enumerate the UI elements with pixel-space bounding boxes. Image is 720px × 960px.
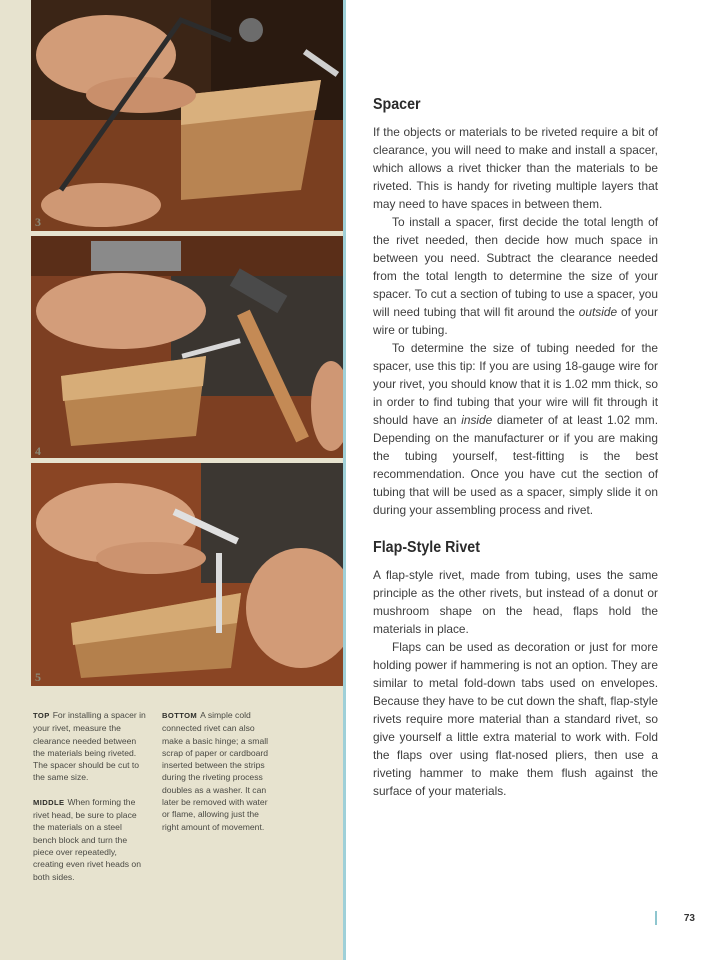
caption-label: TOP	[33, 711, 50, 720]
page-number: 73	[683, 913, 695, 924]
figure-number: 3	[35, 215, 41, 229]
figure-number: 4	[35, 444, 41, 458]
paragraph: To install a spacer, first decide the total length of the rivet needed, then decide how much space in between you need. Subtract the clearance needed from the total length to determine the size of your spacer. To cut a section of tubing to use a spacer, you will need tubing that will fit around the outside of your wire or tubing.	[373, 215, 658, 337]
caption-column-left	[33, 709, 147, 895]
caption-column-right	[162, 709, 276, 845]
caption-label: BOTTOM	[162, 711, 198, 720]
caption-text: For installing a spacer in your rivet, measure the clearance needed between the materials being riveted. The spacer should be cut to the same size.	[33, 710, 146, 783]
emphasis: outside	[578, 305, 618, 319]
paragraph: A flap-style rivet, made from tubing, uses the same principle as the other rivets, but instead of a donut or mushroom shape on the head, flaps hold the materials in place.	[373, 568, 658, 636]
folio-bar	[655, 911, 657, 925]
column-divider	[343, 0, 346, 960]
photo-step-3	[31, 0, 343, 231]
section-heading-spacer: Spacer	[373, 96, 421, 113]
emphasis: inside	[461, 413, 493, 427]
section-heading-flap: Flap-Style Rivet	[373, 539, 480, 556]
caption-text: When forming the rivet head, be sure to place the materials on a steel bench block and turn the piece over repeatedly, creating even rivet heads on both sides.	[33, 796, 141, 882]
photo-step-5	[31, 463, 343, 686]
section-flap-style	[373, 539, 658, 800]
caption-label: MIDDLE	[33, 797, 65, 807]
caption-top	[33, 709, 147, 784]
photo-step-4	[31, 236, 343, 458]
figure-number: 5	[35, 670, 41, 684]
paragraph: If the objects or materials to be riveted require a bit of clearance, you will need to make and install a spacer, which allows a rivet thicker than the materials to be riveted. This is handy for riveting multiple layers that may need to have spaces in between them.	[373, 125, 658, 211]
paragraph: Flaps can be used as decoration or just for more holding power if hammering is not an option. They are similar to metal fold-down tabs used on envelopes. Because they have to be cut down the shaft, flap-style rivets require more material than a standard rivet, so give yourself a little extra material to work with. Fold the flaps over using flat-nosed pliers, then use a riveting hammer to make them flush against the surface of your materials.	[373, 640, 658, 798]
caption-text: A simple cold connected rivet can also make a basic hinge; a small scrap of paper or cardboard inserted between the strips during the riveting process doubles as a washer. It can later be removed with water or flame, allowing just the right amount of movement.	[162, 710, 269, 832]
caption-middle	[33, 796, 147, 883]
paragraph: To determine the size of tubing needed for the spacer, use this tip: If you are using 18-gauge wire for your rivet, you should know that it is 1.02 mm thick, so in order to find tubing that your wire will fit through it should have an inside diameter of at least 1.02 mm. Depending on the manufacturer or if you are making the tubing yourself, test-fitting is the best recommendation. Once you have cut the section of tubing that will be used as a spacer, simply slide it on during your assembling process and rivet.	[373, 341, 658, 517]
main-text-column	[373, 96, 658, 800]
caption-bottom	[162, 709, 276, 833]
